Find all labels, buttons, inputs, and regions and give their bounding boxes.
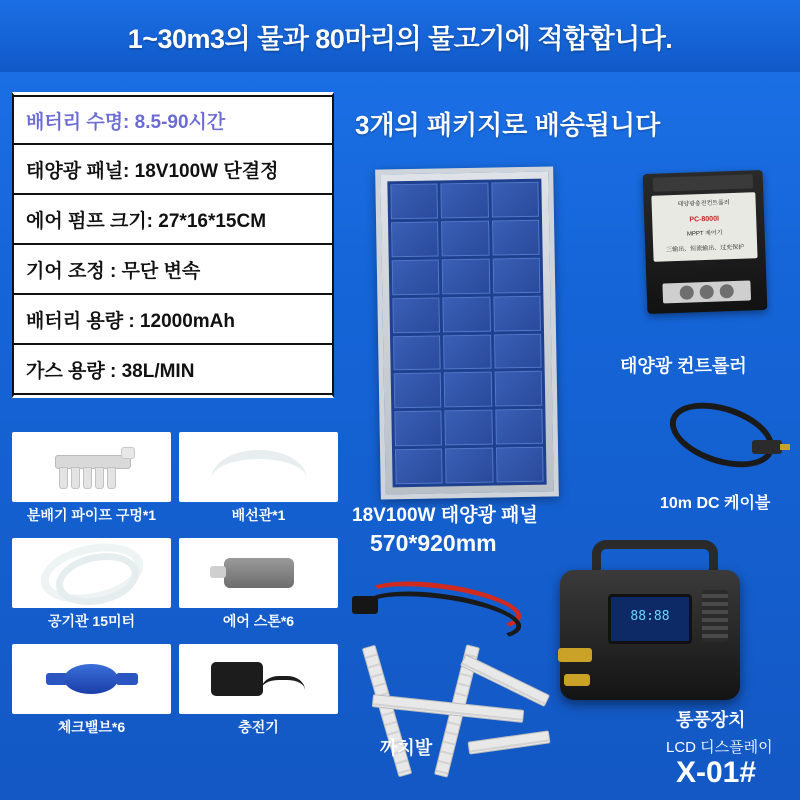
controller-face-note: 三输出、恒流输出、过充保护 [666,244,745,254]
spec-row: 에어 펌프 크기: 27*16*15CM [14,195,332,245]
controller-caption: 태양광 컨트롤러 [620,356,747,376]
spec-row: 태양광 패널: 18V100W 단결정 [14,145,332,195]
tube-short-icon [179,432,338,502]
list-item [179,538,338,636]
accessory-label: 체크밸브*6 [57,719,126,735]
header-banner [0,0,800,72]
air-hose-coil-icon [12,538,171,608]
solar-panel-caption: 18V100W 태양광 패널 [352,505,538,526]
panel-wire-image [352,570,532,640]
list-item [179,432,338,530]
check-valve-icon [12,644,171,714]
controller-face-amp: MAX6A [695,260,717,268]
list-item [12,644,171,742]
list-item [179,644,338,742]
comb-diffuser-icon [12,432,171,502]
accessory-label: 분배기 파이프 구멍*1 [26,507,157,523]
pump-subcaption: LCD 디스플레이 [666,739,773,756]
pump-lcd-value: 88:88 [630,609,670,624]
controller-face-line1: 태양광충전컨트롤러 [677,200,730,208]
dc-cable-caption: 10m DC 케이블 [660,495,771,512]
spec-row: 배터리 용량 : 12000mAh [14,295,332,345]
solar-panel-image [375,166,559,499]
controller-face-sub: MPPT 제어기 [686,230,723,238]
solar-controller-image [643,170,768,314]
dc-cable-image [660,400,790,480]
accessory-label: 충전기 [238,719,279,735]
air-stone-icon [179,538,338,608]
spec-row: 배터리 수명: 8.5-90시간 [14,95,332,145]
accessory-label: 배선관*1 [231,507,286,523]
charger-icon [179,644,338,714]
spec-row: 기어 조정 : 무단 변속 [14,245,332,295]
solar-panel-size: 570*920mm [370,530,497,556]
vent-icon [702,590,728,642]
page-title: 1~30m3의 물과 80마리의 물고기에 적합합니다. [127,23,673,54]
pump-model: X-01# [676,756,757,789]
accessory-label: 공기관 15미터 [47,613,136,629]
spec-table [12,92,334,398]
air-pump-image [540,540,750,730]
controller-face-model: PC-8000I [689,215,720,224]
pump-caption: 통풍장치 [676,710,746,730]
spec-row: 가스 용량 : 38L/MIN [14,345,332,395]
accessory-label: 에어 스톤*6 [222,613,295,629]
list-item [12,538,171,636]
package-title: 3개의 패키지로 배송됩니다 [355,110,661,140]
list-item [12,432,171,530]
accessory-grid [12,432,338,742]
bracket-caption: 까치발 [380,738,433,758]
